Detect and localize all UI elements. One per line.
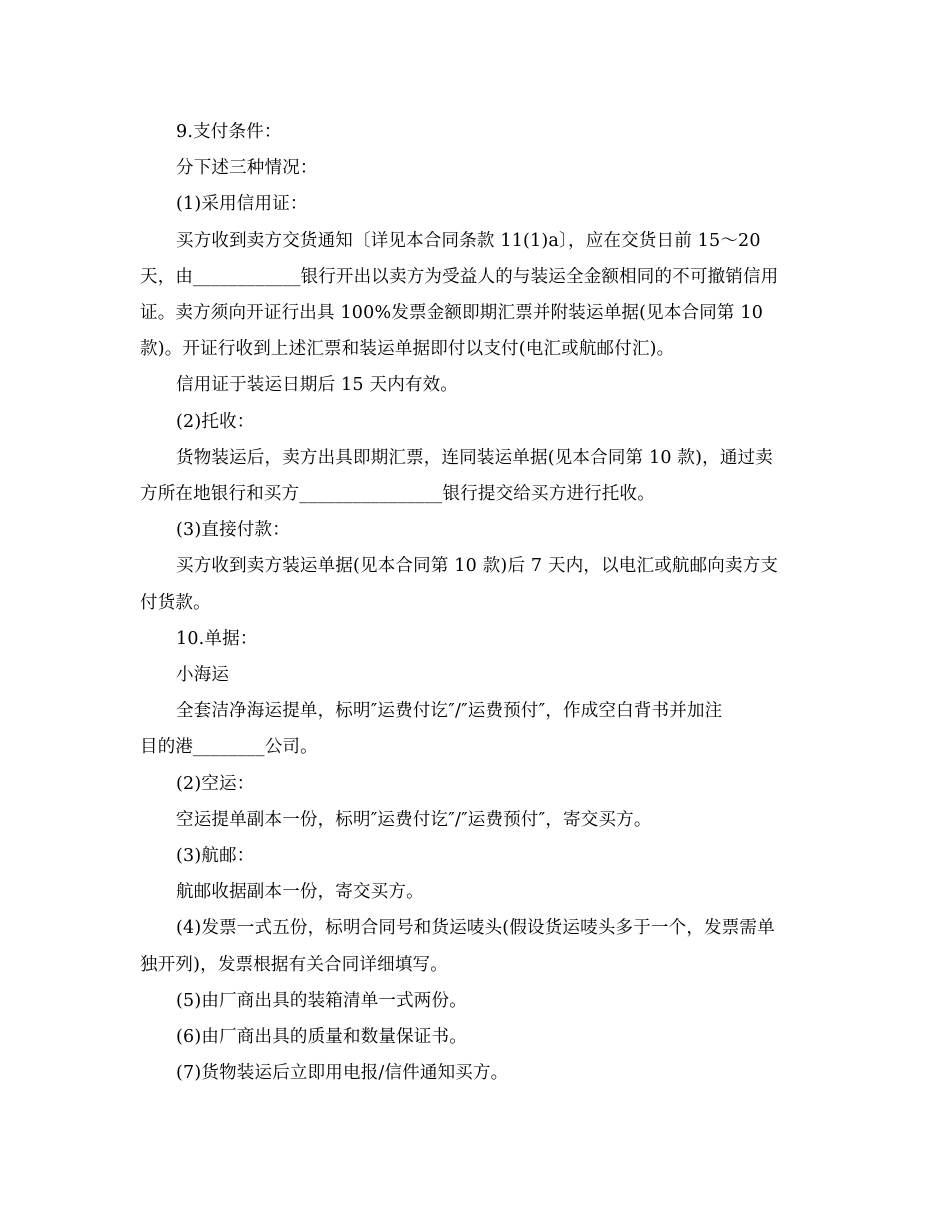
paragraph-air-mail-receipt — [140, 874, 820, 910]
text-line: 航邮收据副本一份，寄交买方。 — [176, 882, 424, 903]
text-line: 买方收到卖方装运单据(见本合同第 10 款)后 7 天内，以电汇或航邮向卖方支 — [176, 556, 779, 577]
text-line: 独开列)，发票根据有关合同详细填写。 — [140, 954, 448, 975]
text-line: (6)由厂商出具的质量和数量保证书。 — [176, 1027, 467, 1048]
heading-payment-terms — [140, 114, 820, 150]
text-line: 10.单据： — [176, 628, 258, 649]
text-line: 9.支付条件： — [176, 122, 282, 142]
paragraph-quality-certificate — [140, 1019, 820, 1055]
text-line: (1)采用信用证： — [176, 194, 308, 215]
text-line: 目的港________公司。 — [140, 737, 318, 758]
text-line: 付货款。 — [140, 592, 211, 613]
text-line: (7)货物装运后立即用电报/信件通知买方。 — [176, 1063, 509, 1084]
paragraph-three-cases — [140, 150, 820, 186]
text-line: 全套洁净海运提单，标明″运费付讫″/″运费预付″，作成空白背书并加注 — [176, 701, 723, 722]
text-line: (5)由厂商出具的装箱清单一式两份。 — [176, 990, 467, 1011]
document-body — [140, 114, 820, 1091]
paragraph-bill-of-lading — [140, 693, 820, 765]
paragraph-packing-list — [140, 983, 820, 1019]
text-line: 小海运 — [176, 665, 230, 686]
text-line: (3)航邮： — [176, 846, 255, 867]
text-line: 方所在地银行和买方________________银行提交给买方进行托收。 — [140, 484, 655, 505]
text-line: (2)托收： — [176, 411, 255, 432]
text-line: (2)空运： — [176, 773, 255, 794]
text-line: 款)。开证行收到上述汇票和装运单据即付以支付(电汇或航邮付汇)。 — [140, 339, 675, 360]
heading-documents — [140, 621, 820, 657]
subheading-letter-of-credit — [140, 186, 820, 222]
text-line: 货物装运后，卖方出具即期汇票，连同装运单据(见本合同第 10 款)，通过卖 — [176, 447, 773, 468]
subheading-direct-payment — [140, 512, 820, 548]
text-line: 证。卖方须向开证行出具 100%发票金额即期汇票并附装运单据(见本合同第 10 — [140, 303, 764, 324]
paragraph-collection — [140, 440, 820, 512]
paragraph-air-waybill — [140, 802, 820, 838]
text-line: (3)直接付款： — [176, 520, 290, 541]
text-line: (4)发票一式五份，标明合同号和货运唛头(假设货运唛头多于一个，发票需单 — [176, 918, 775, 939]
subheading-air-mail — [140, 838, 820, 874]
text-line: 空运提单副本一份，标明″运费付讫″/″运费预付″，寄交买方。 — [176, 809, 652, 830]
text-line: 买方收到卖方交货通知〔详见本合同条款 11(1)a〕，应在交货日前 15～20 — [176, 230, 761, 251]
text-line: 天，由____________银行开出以卖方为受益人的与装运全金额相同的不可撤销信用 — [140, 266, 779, 287]
paragraph-letter-of-credit — [140, 223, 820, 368]
paragraph-lc-validity — [140, 367, 820, 403]
subheading-collection — [140, 404, 820, 440]
subheading-ocean-shipping — [140, 657, 820, 693]
text-line: 分下述三种情况： — [176, 158, 318, 179]
text-line: 信用证于装运日期后 15 天内有效。 — [176, 375, 458, 396]
paragraph-invoice — [140, 910, 820, 982]
subheading-air-shipping — [140, 766, 820, 802]
paragraph-shipment-notice — [140, 1055, 820, 1091]
paragraph-direct-payment — [140, 548, 820, 620]
